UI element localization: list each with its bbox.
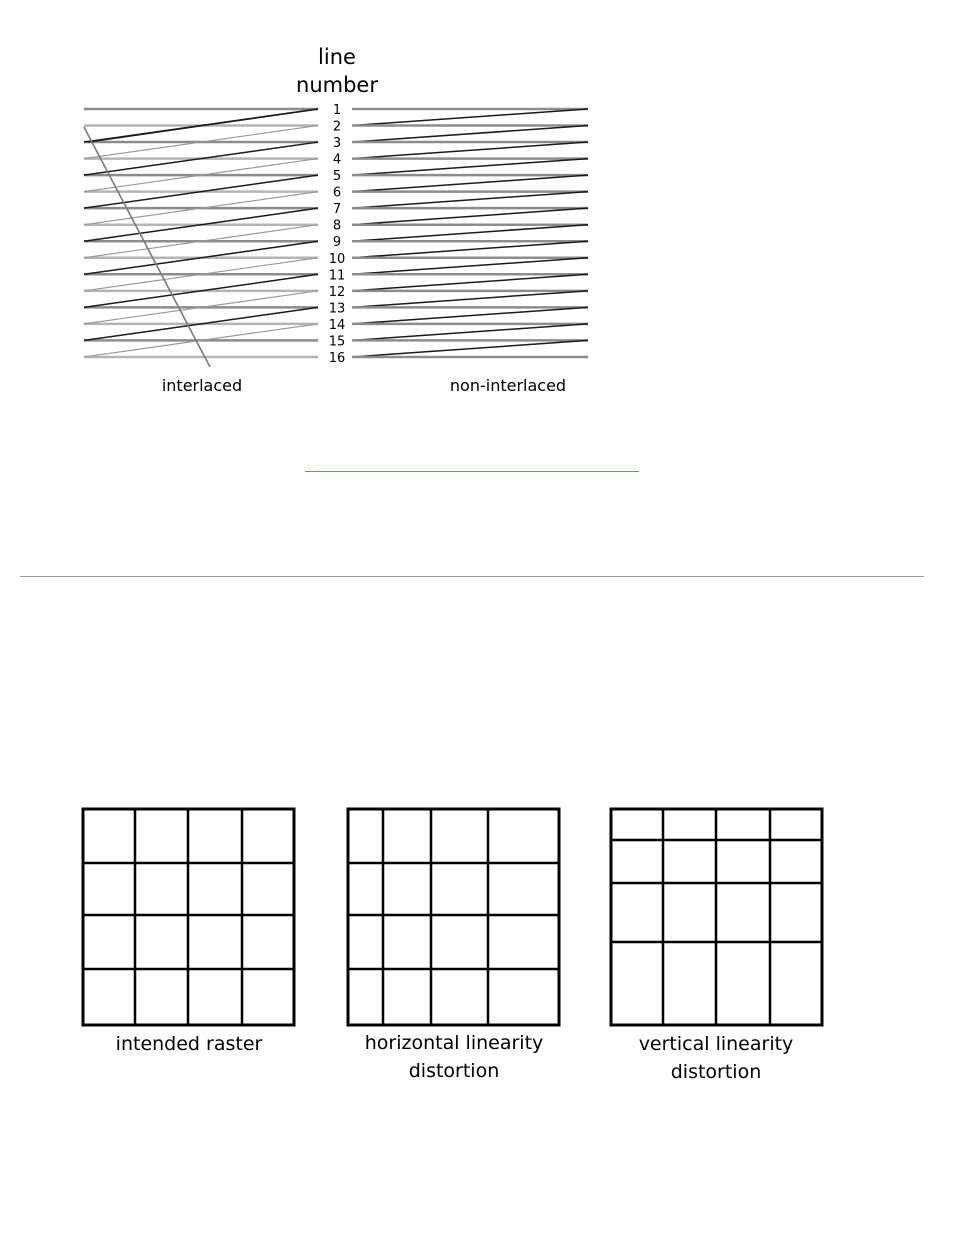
non-interlaced-retrace xyxy=(352,159,588,176)
line-number-label: 10 xyxy=(328,251,346,267)
non-interlaced-retrace xyxy=(352,307,588,324)
grid-border xyxy=(348,809,559,1025)
line-number-header-line1: line xyxy=(318,45,356,69)
interlaced-scan-lines xyxy=(84,109,318,367)
line-number-labels xyxy=(329,103,346,366)
non-interlaced-retrace xyxy=(352,225,588,242)
non-interlaced-retrace xyxy=(352,175,588,192)
line-number-label: 14 xyxy=(328,317,346,333)
line-number-label: 2 xyxy=(332,119,342,135)
horizontal-linearity-grid xyxy=(348,809,559,1025)
non-interlaced-retrace xyxy=(352,192,588,209)
non-interlaced-scan-lines xyxy=(352,109,588,357)
caption-intended-raster: intended raster xyxy=(115,1033,263,1055)
line-number-label: 11 xyxy=(328,268,346,284)
line-number-header-line2: number xyxy=(296,73,378,97)
non-interlaced-retrace xyxy=(352,208,588,225)
line-number-label: 13 xyxy=(328,301,346,317)
line-number-label: 5 xyxy=(332,169,342,185)
caption-horizontal-linearity-line1: horizontal linearity xyxy=(364,1032,544,1054)
intended-raster-grid xyxy=(83,809,294,1025)
orange-divider xyxy=(305,471,639,472)
line-number-label: 8 xyxy=(332,218,342,234)
caption-horizontal-linearity-line2: distortion xyxy=(408,1060,500,1082)
caption-vertical-linearity-line2: distortion xyxy=(670,1061,762,1083)
line-number-label: 4 xyxy=(332,152,342,168)
non-interlaced-retrace xyxy=(352,142,588,159)
non-interlaced-retrace xyxy=(352,274,588,291)
line-number-label: 7 xyxy=(332,202,342,218)
non-interlaced-label: non-interlaced xyxy=(449,376,567,395)
line-number-label: 12 xyxy=(328,284,346,300)
non-interlaced-retrace xyxy=(352,241,588,258)
non-interlaced-retrace xyxy=(352,126,588,143)
non-interlaced-retrace xyxy=(352,324,588,341)
interlaced-label: interlaced xyxy=(161,376,243,395)
horizontal-rule xyxy=(20,576,924,577)
vertical-linearity-grid xyxy=(611,809,822,1025)
line-number-label: 15 xyxy=(328,334,346,350)
linearity-distortion-diagram xyxy=(0,780,954,1100)
caption-vertical-linearity-line1: vertical linearity xyxy=(638,1033,794,1055)
line-number-label: 9 xyxy=(332,235,342,251)
line-number-label: 16 xyxy=(328,350,346,366)
line-number-label: 6 xyxy=(332,185,342,201)
line-number-label: 1 xyxy=(332,103,342,118)
non-interlaced-retrace xyxy=(352,291,588,308)
scan-pattern-diagram xyxy=(0,0,954,420)
line-number-label: 3 xyxy=(332,136,342,152)
non-interlaced-retrace xyxy=(352,109,588,126)
non-interlaced-retrace xyxy=(352,258,588,275)
non-interlaced-retrace xyxy=(352,340,588,357)
